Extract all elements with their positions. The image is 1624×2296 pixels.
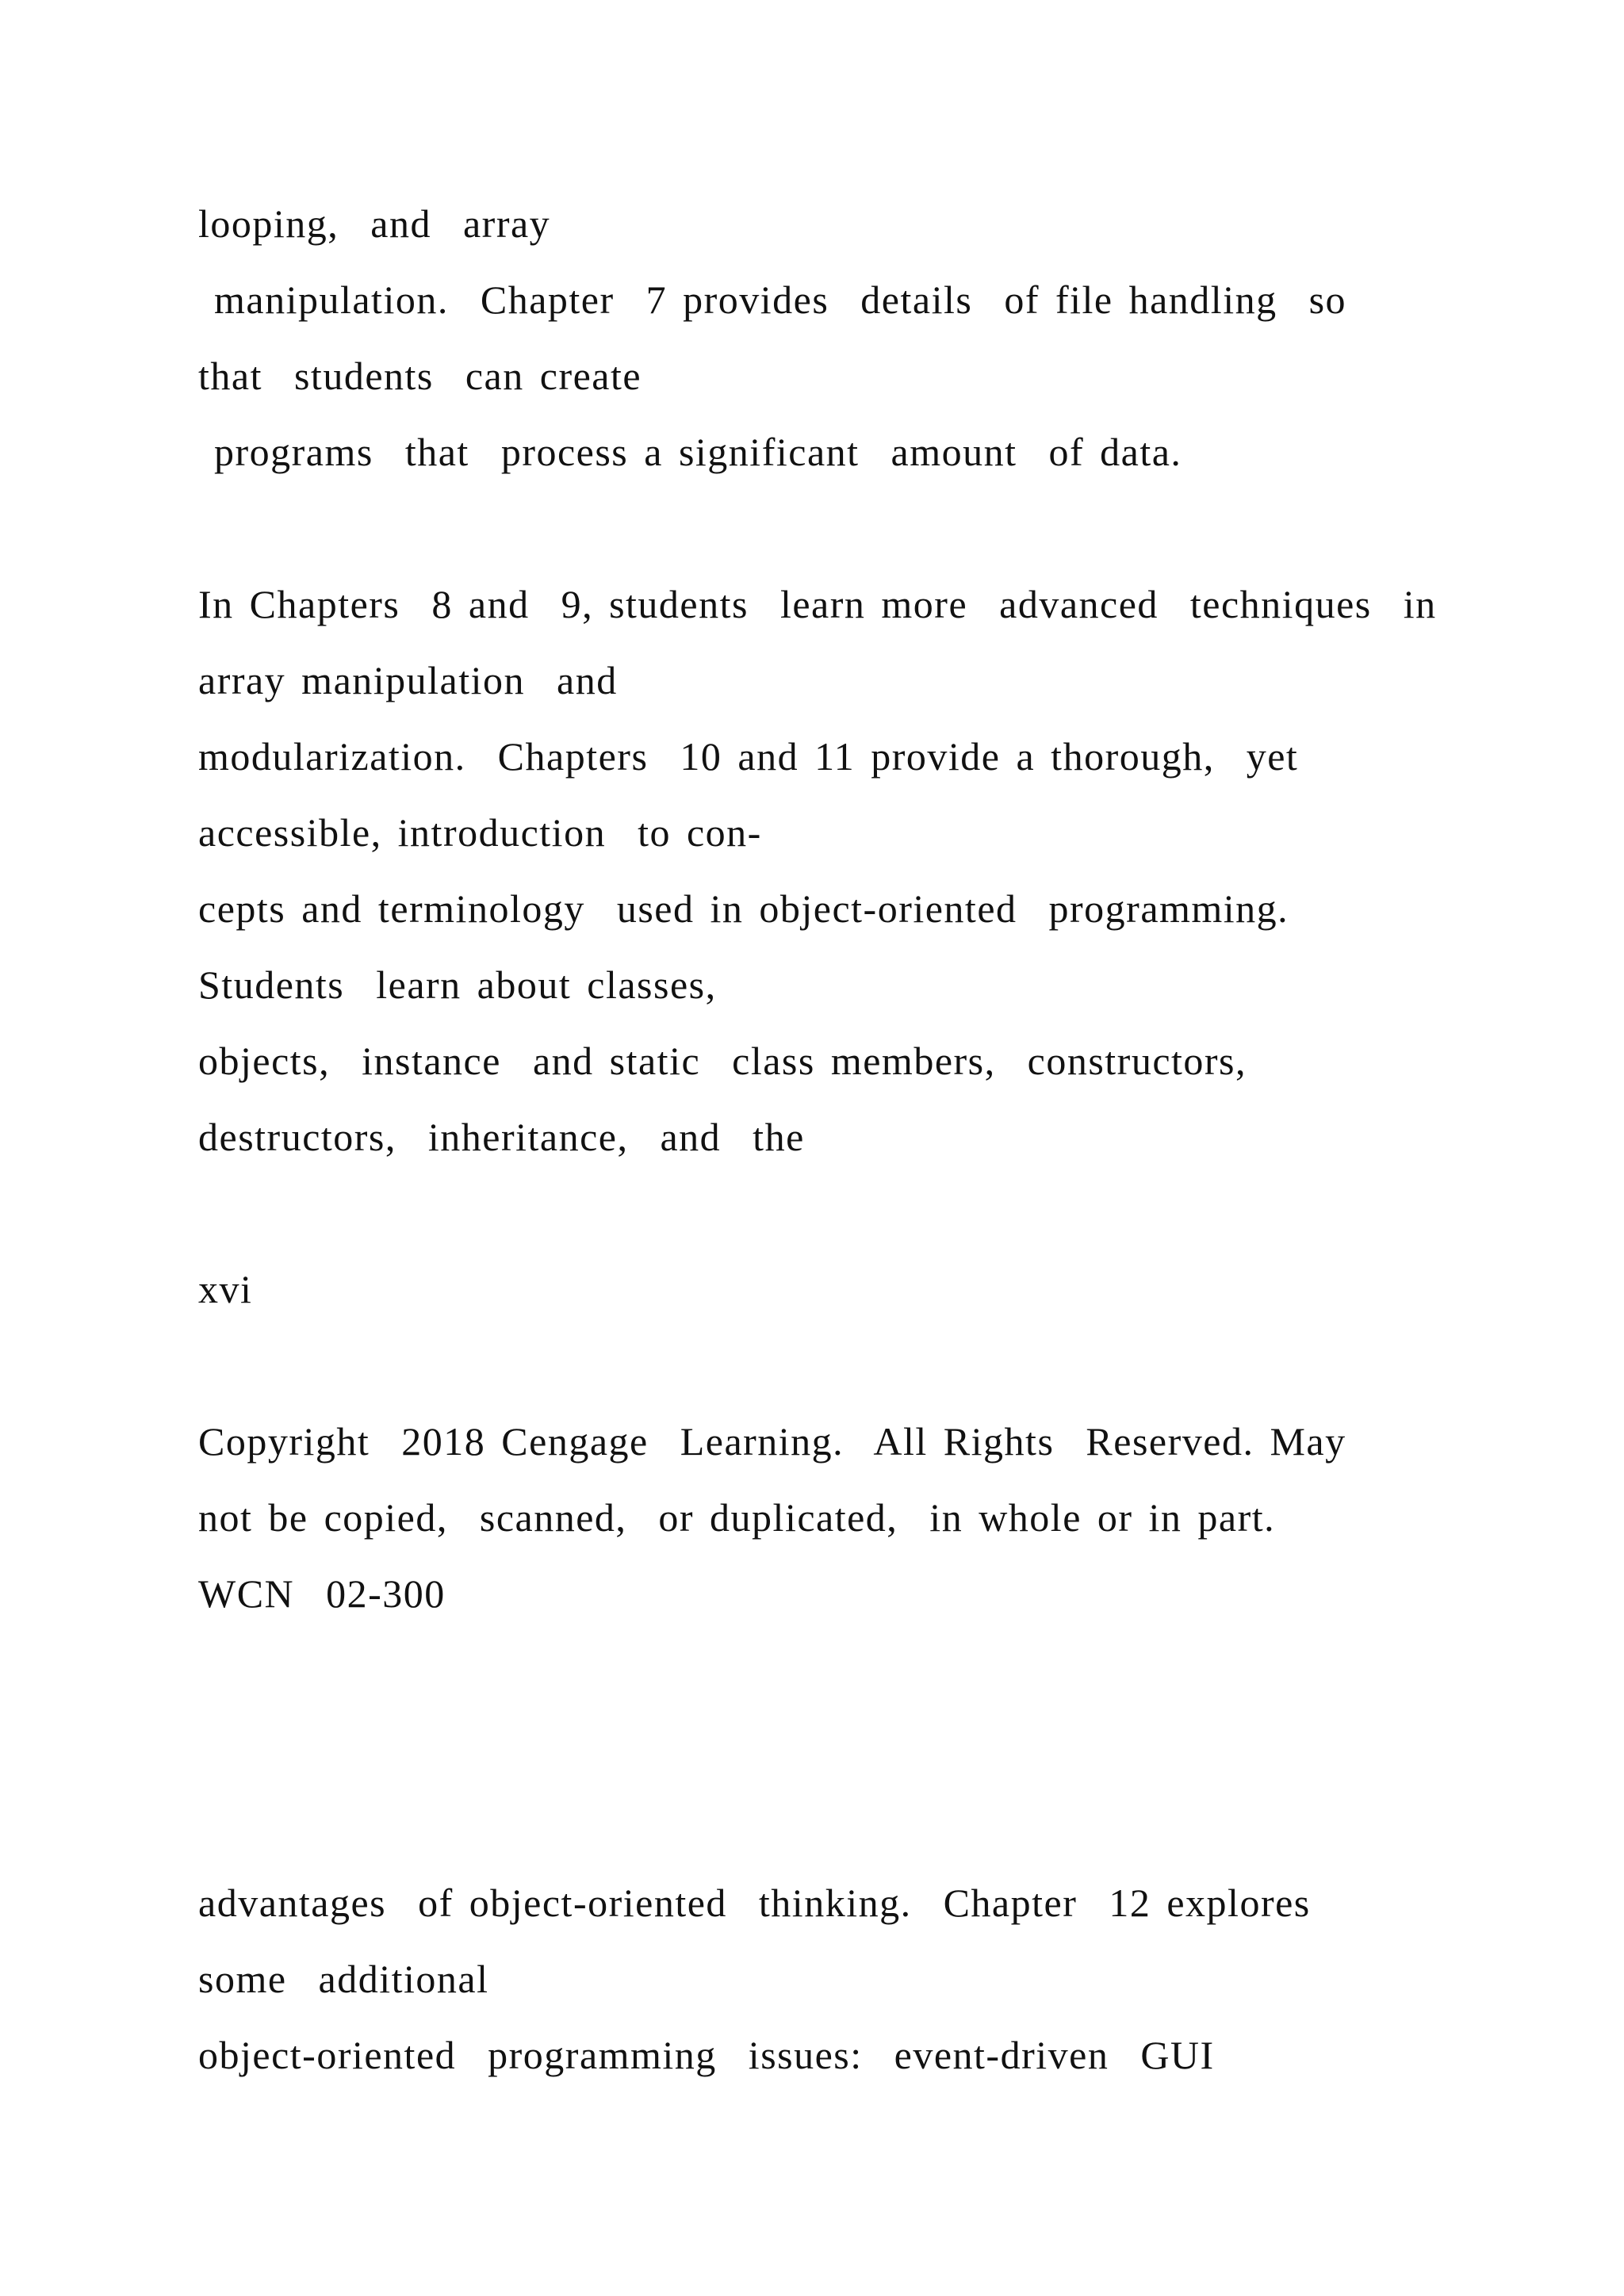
text-line: cepts and terminology used in object-oriented programming. [198,886,1289,931]
text-line: some additional [198,1957,489,2001]
text-line: accessible, introduction to con- [198,810,762,855]
text-line: array manipulation and [198,658,618,702]
text-line: looping, and array [198,201,551,246]
text-line: destructors, inheritance, and the [198,1115,805,1159]
text-line: In Chapters 8 and 9, students learn more advanced techniques in [198,582,1437,626]
text-line: advantages of object-oriented thinking. Chapter 12 explores [198,1881,1311,1925]
text-line: object-oriented programming issues: event-driven GUI [198,2033,1215,2077]
page-number: xvi [198,1267,253,1311]
text-line: that students can create [198,354,642,398]
copyright-line: WCN 02-300 [198,1571,446,1616]
text-line: objects, instance and static class members, constructors, [198,1039,1247,1083]
text-line: manipulation. Chapter 7 provides details of file handling so [198,277,1347,322]
text-line: modularization. Chapters 10 and 11 provide a thorough, yet [198,734,1299,779]
text-line: Students learn about classes, [198,962,717,1007]
text-line: programs that process a significant amount of data. [198,430,1182,474]
copyright-line: not be copied, scanned, or duplicated, in whole or in part. [198,1495,1276,1540]
copyright-line: Copyright 2018 Cengage Learning. All Rights Reserved. May [198,1419,1346,1464]
